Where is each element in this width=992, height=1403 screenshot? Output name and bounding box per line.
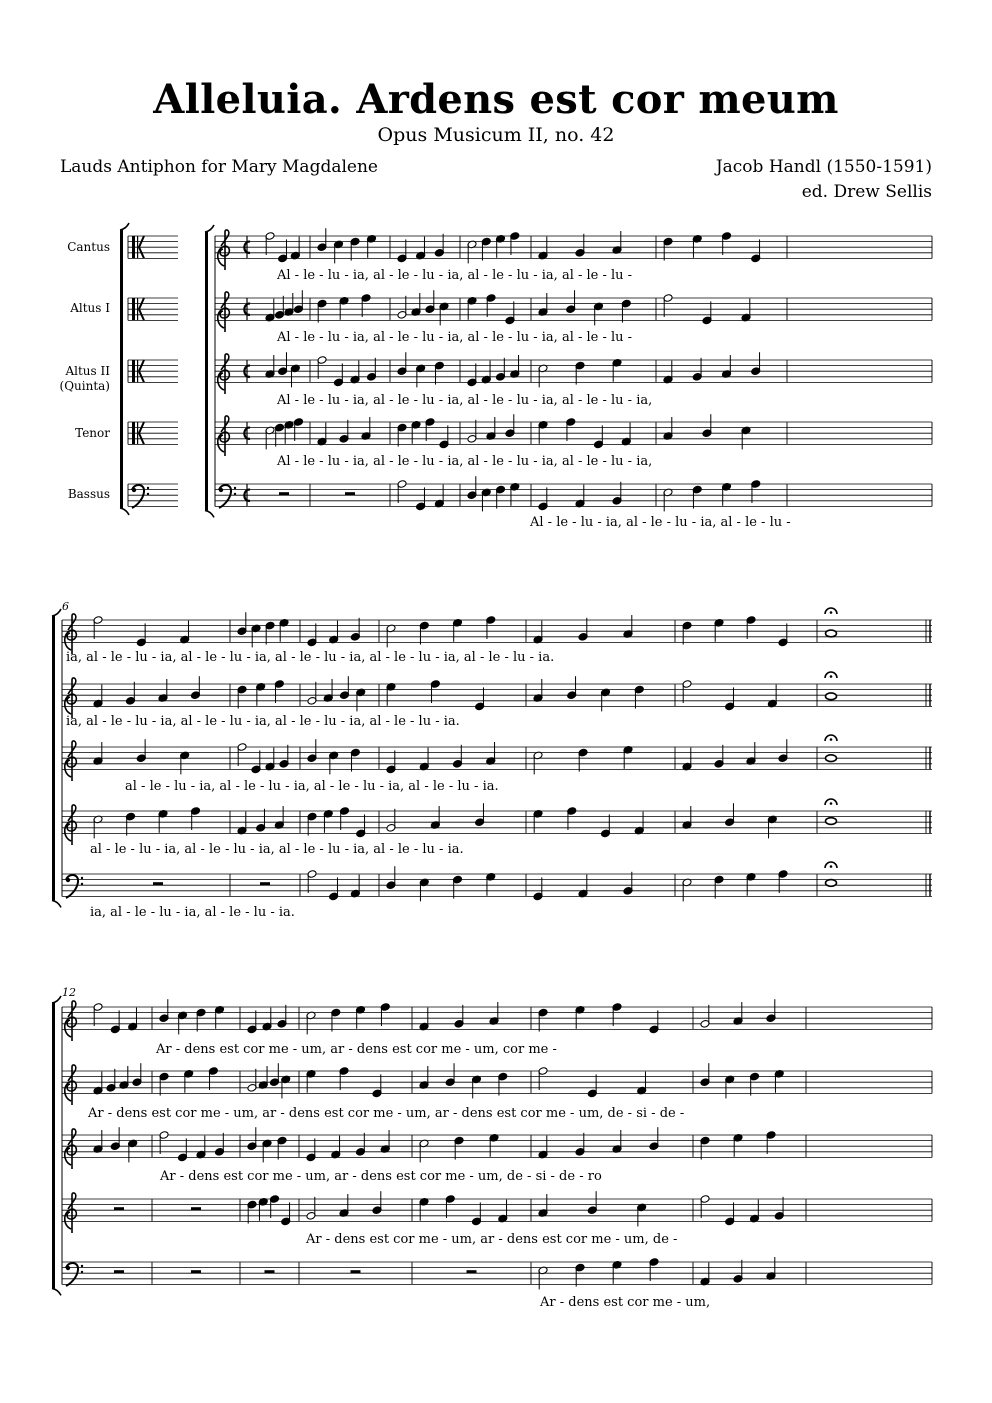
bracket-hook	[52, 996, 61, 1003]
c-clef-bar	[132, 236, 135, 258]
half-rest	[191, 1270, 201, 1273]
lyrics-s3-tenor: Ar - dens est cor me - um, ar - dens est cor me - um, de -	[306, 1232, 678, 1247]
lyrics-s1-altus2: Al - le - lu - ia, al - le - lu - ia, al - le - lu - ia, al - le - lu - ia,	[277, 393, 653, 408]
system-bracket-icon	[52, 616, 55, 900]
lyrics-s2-altus2: al - le - lu - ia, al - le - lu - ia, al - le - lu - ia, al - le - lu - ia.	[125, 779, 499, 794]
lyrics-s3-cantus: Ar - dens est cor me - um, ar - dens est cor me - um, cor me -	[156, 1042, 557, 1057]
incipit-staves	[120, 223, 178, 515]
bracket-hook	[205, 510, 214, 517]
half-rest	[351, 1270, 361, 1273]
voice-name-cantus: Cantus	[67, 240, 110, 254]
lyrics-s1-cantus: Al - le - lu - ia, al - le - lu - ia, al - le - lu - ia, al - le - lu -	[277, 268, 633, 283]
whole-note	[826, 693, 837, 700]
lyrics-s1-altus1: Al - le - lu - ia, al - le - lu - ia, al - le - lu - ia, al - le - lu -	[277, 330, 633, 345]
fermata-dot	[830, 611, 833, 614]
bass-clef-dot	[81, 1271, 83, 1273]
system-bracket-icon	[120, 230, 123, 508]
voice-name-bassus: Bassus	[67, 487, 110, 501]
half-rest	[279, 492, 289, 495]
bracket-hook	[120, 223, 129, 230]
bracket-hook	[120, 508, 129, 515]
bass-clef-dot	[132, 488, 136, 492]
bass-clef-dot	[219, 488, 223, 492]
bass-clef-dot	[234, 493, 236, 495]
lyrics-s3-altus1: Ar - dens est cor me - um, ar - dens est cor me - um, ar - dens est cor me - um, de - si - de -	[88, 1106, 685, 1121]
voice-name-tenor: Tenor	[75, 426, 110, 440]
voice-name-altus-1: Altus I	[70, 301, 110, 315]
c-clef-bar	[137, 236, 138, 258]
bracket-hook	[52, 1288, 61, 1295]
half-rest	[265, 1270, 275, 1273]
editor: ed. Drew Sellis	[801, 182, 932, 202]
dedication: Lauds Antiphon for Mary Magdalene	[60, 157, 378, 177]
composer: Jacob Handl (1550-1591)	[715, 157, 932, 177]
half-rest	[191, 1207, 201, 1210]
voice-name-altus-2: Altus II	[65, 364, 110, 378]
bracket-hook	[52, 609, 61, 616]
system-3	[52, 996, 932, 1295]
measure-number-6: 6	[62, 600, 69, 613]
c-clef-bar	[137, 422, 138, 444]
fermata-dot	[830, 738, 833, 741]
opus-subtitle: Opus Musicum II, no. 42	[377, 124, 615, 146]
c-clef-bar	[137, 360, 138, 382]
lyrics-s3-bassus: Ar - dens est cor me - um,	[540, 1295, 711, 1310]
lyrics-s1-bassus: Al - le - lu - ia, al - le - lu - ia, al - le - lu -	[530, 515, 791, 530]
lyrics-s2-tenor: al - le - lu - ia, al - le - lu - ia, al - le - lu - ia, al - le - lu - ia.	[90, 842, 464, 857]
fermata-dot	[830, 865, 833, 868]
bracket-hook	[205, 225, 214, 232]
lyrics-s1-tenor: Al - le - lu - ia, al - le - lu - ia, al - le - lu - ia, al - le - lu - ia,	[277, 454, 653, 469]
whole-note	[826, 630, 837, 637]
c-clef-bar	[137, 298, 138, 320]
bass-clef-dot	[147, 493, 149, 495]
fermata-dot	[830, 802, 833, 805]
half-rest	[260, 882, 270, 885]
bass-clef-dot	[81, 883, 83, 885]
measure-number-12: 12	[62, 986, 76, 999]
bass-clef-dot	[66, 1266, 70, 1270]
bass-clef-dot	[81, 877, 83, 879]
c-clef-bar	[132, 422, 135, 444]
bass-clef-dot	[234, 487, 236, 489]
fermata-dot	[830, 675, 833, 678]
piece-title: Alleluia. Ardens est cor meum	[153, 76, 839, 123]
whole-note	[826, 880, 837, 887]
lyrics-s2-bassus: ia, al - le - lu - ia, al - le - lu - ia.	[90, 905, 295, 920]
bass-clef-dot	[81, 1265, 83, 1267]
half-rest	[153, 882, 163, 885]
lyrics-s2-altus1: ia, al - le - lu - ia, al - le - lu - ia, al - le - lu - ia, al - le - lu - ia.	[66, 714, 460, 729]
bass-clef-dot	[147, 487, 149, 489]
system-bracket-icon	[52, 1003, 55, 1288]
voice-name-quinta: (Quinta)	[59, 379, 110, 393]
half-rest	[345, 492, 355, 495]
half-rest	[114, 1270, 124, 1273]
c-clef-bar	[132, 360, 135, 382]
half-rest	[467, 1270, 477, 1273]
half-rest	[114, 1207, 124, 1210]
bracket-hook	[52, 900, 61, 907]
whole-note	[826, 818, 837, 825]
bass-clef-dot	[66, 878, 70, 882]
whole-note	[826, 755, 837, 762]
system-bracket-icon	[205, 232, 208, 510]
c-clef-bar	[132, 298, 135, 320]
lyrics-s3-altus2: Ar - dens est cor me - um, ar - dens est cor me - um, de - si - de - ro	[160, 1169, 602, 1184]
lyrics-s2-cantus: ia, al - le - lu - ia, al - le - lu - ia, al - le - lu - ia, al - le - lu - ia, al - le - lu - ia.	[66, 650, 555, 665]
